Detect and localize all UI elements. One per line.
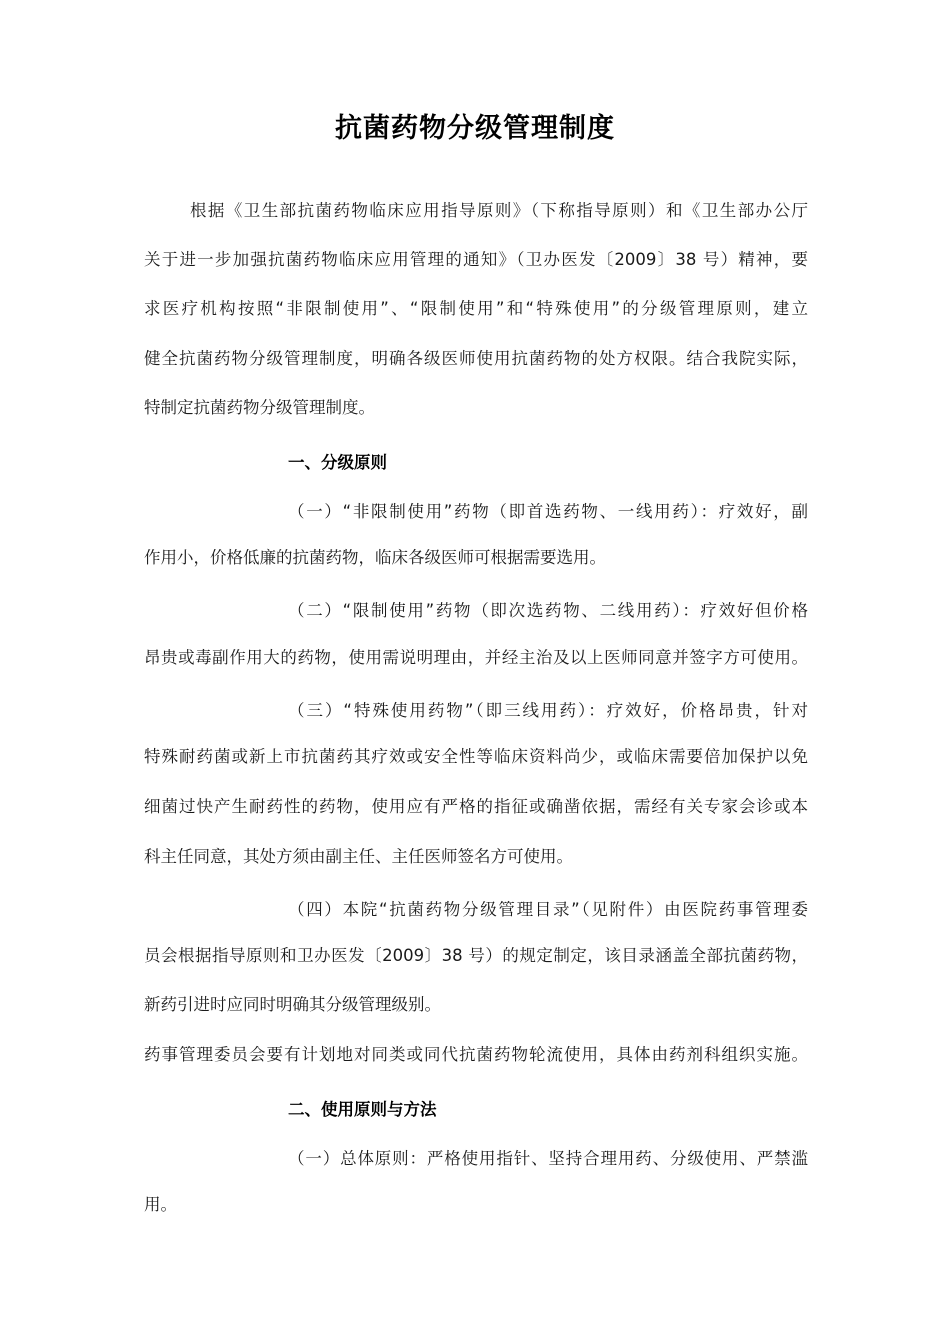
paragraph-line: 细菌过快产生耐药性的药物，使用应有严格的指征或确凿依据，需经有关专家会诊或本: [144, 797, 808, 816]
paragraph-line: （三）“特殊使用药物”（即三线用药）：疗效好，价格昂贵，针对: [288, 701, 808, 720]
paragraph-line: （一）“非限制使用”药物（即首选药物、一线用药）：疗效好，副: [288, 502, 808, 521]
paragraph-line: （一）总体原则：严格使用指针、坚持合理用药、分级使用、严禁滥: [288, 1149, 808, 1168]
paragraph-line: 作用小，价格低廉的抗菌药物，临床各级医师可根据需要选用。: [144, 548, 606, 567]
paragraph-line: 员会根据指导原则和卫办医发〔2009〕38 号）的规定制定，该目录涵盖全部抗菌药物，: [144, 946, 808, 965]
paragraph-line: 特殊耐药菌或新上市抗菌药其疗效或安全性等临床资料尚少，或临床需要倍加保护以免: [144, 747, 808, 766]
document-title: 抗菌药物分级管理制度: [335, 113, 615, 144]
paragraph-line: 科主任同意，其处方须由副主任、主任医师签名方可使用。: [144, 847, 573, 866]
section-heading: 二、使用原则与方法: [288, 1100, 437, 1119]
paragraph-line: 健全抗菌药物分级管理制度，明确各级医师使用抗菌药物的处方权限。结合我院实际，: [144, 349, 808, 368]
paragraph-line: 关于进一步加强抗菌药物临床应用管理的通知》（卫办医发〔2009〕38 号）精神，要: [144, 250, 808, 269]
paragraph-line: 求医疗机构按照“非限制使用”、“限制使用”和“特殊使用”的分级管理原则，建立: [144, 299, 808, 318]
paragraph-line: （四）本院“抗菌药物分级管理目录”（见附件）由医院药事管理委: [288, 900, 808, 919]
paragraph-line: 昂贵或毒副作用大的药物，使用需说明理由，并经主治及以上医师同意并签字方可使用。: [144, 648, 808, 667]
paragraph-line: 特制定抗菌药物分级管理制度。: [144, 398, 375, 417]
paragraph-line: （二）“限制使用”药物（即次选药物、二线用药）：疗效好但价格: [288, 601, 808, 620]
paragraph-line: 药事管理委员会要有计划地对同类或同代抗菌药物轮流使用，具体由药剂科组织实施。: [144, 1045, 808, 1064]
paragraph-line: 根据《卫生部抗菌药物临床应用指导原则》（下称指导原则）和《卫生部办公厅: [190, 201, 808, 220]
paragraph-line: 用。: [144, 1195, 177, 1214]
paragraph-line: 新药引进时应同时明确其分级管理级别。: [144, 995, 441, 1014]
section-heading: 一、分级原则: [288, 453, 387, 472]
